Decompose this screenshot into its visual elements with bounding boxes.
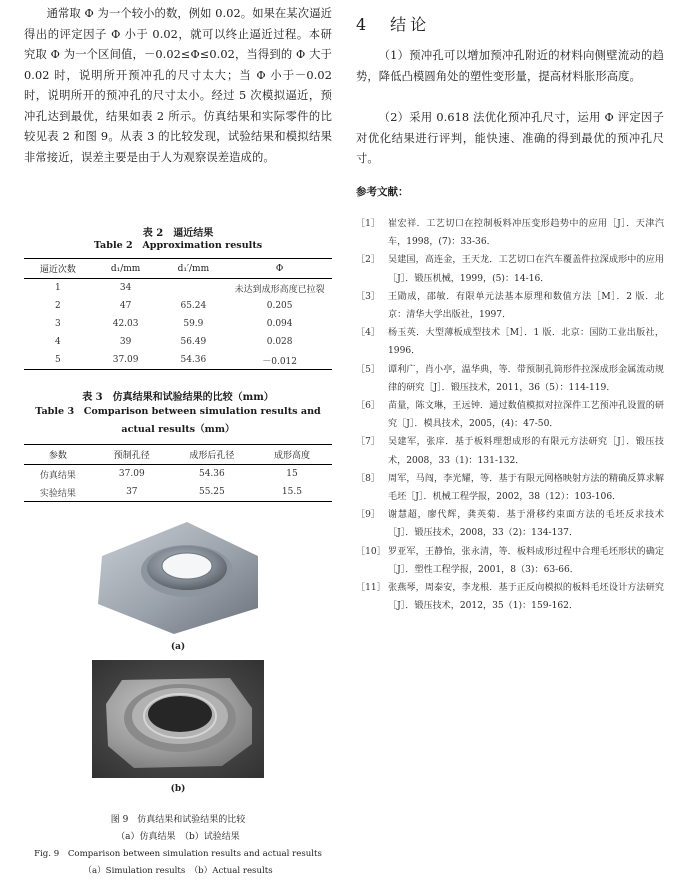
table-header-row xyxy=(24,445,332,465)
figure-9-caption-cn: 图 9 仿真结果和试验结果的比较 xyxy=(110,815,246,825)
table-header-cell: Φ xyxy=(275,263,284,274)
table-2 xyxy=(24,258,332,370)
figure-9-subcaption-en: （a）Simulation results （b）Actual results xyxy=(83,866,273,876)
reference-number: ［5］ xyxy=(356,364,380,375)
reference-number: ［8］ xyxy=(356,473,380,484)
reference-item xyxy=(356,361,664,397)
table-header-cell: 成形后孔径 xyxy=(189,451,235,461)
reference-number: ［7］ xyxy=(356,437,380,448)
reference-text: 谭利广，肖小亭，温华典，等．带预制孔筒形件拉深成形金属流动规律的研究［J］．锻压技术，2011，36（5）：114-119． xyxy=(388,364,664,393)
table-cell: 仿真结果 xyxy=(39,470,76,481)
simulation-part-render xyxy=(92,516,264,636)
references-list xyxy=(356,215,664,615)
table-header-row xyxy=(24,259,332,279)
reference-item xyxy=(356,433,664,469)
reference-number: ［4］ xyxy=(356,328,380,339)
reference-text: 张燕琴，周泰安，李龙根．基于正反向模拟的板料毛坯设计方法研究［J］．锻压技术，2012，35（1)：159-162． xyxy=(388,583,664,612)
table-cell: 59.9 xyxy=(183,319,204,329)
reference-text: 吴建军，张庠．基于板料理想成形的有限元方法研究［J］．锻压技术，2008，33（1)：131-132． xyxy=(388,437,664,466)
table-cell: 37.09 xyxy=(112,355,139,365)
table-row xyxy=(24,279,332,298)
table-cell: 未达到成形高度已拉裂 xyxy=(234,284,325,295)
table-cell: 2 xyxy=(55,301,61,311)
reference-item xyxy=(356,251,664,287)
reference-number: ［2］ xyxy=(356,255,380,266)
reference-text: 周军，马闯，李光耀，等．基于有限元网格映射方法的精确反算求解毛坯［J］．机械工程学报，2002，38（12）：103-106． xyxy=(388,473,664,503)
table-cell: 39 xyxy=(119,337,132,347)
table-header-cell: 预制孔径 xyxy=(113,451,150,461)
table-cell: 0.094 xyxy=(266,319,293,329)
figure-9-caption-en: Fig. 9 Comparison between simulation results and actual results xyxy=(34,849,322,859)
table-cell: 55.25 xyxy=(198,487,225,497)
actual-part-photo xyxy=(92,660,264,778)
table-cell: 47 xyxy=(119,301,132,311)
conclusion-1: （1）预冲孔可以增加预冲孔附近的材料向侧壁流动的趋势，降低凸模圆角处的塑性变形量，提高材料胀形高度。 xyxy=(356,49,664,83)
reference-number: ［9］ xyxy=(356,510,380,521)
reference-number: ［6］ xyxy=(356,401,380,412)
reference-number: ［3］ xyxy=(356,291,380,302)
reference-item xyxy=(356,288,664,324)
figure-9a-simulation-image xyxy=(92,516,264,636)
table-cell: 4 xyxy=(55,337,61,347)
reference-text: 谢慧超，廖代辉，龚英菊．基于滑移约束面方法的毛坯反求技术［J］．锻压技术，2008，33（2)：134-137． xyxy=(388,510,664,539)
table-cell: 54.36 xyxy=(198,469,225,479)
conclusion-2: （2）采用 0.618 法优化预冲孔尺寸，运用 Φ 评定因子对优化结果进行评判，能快速、准确的得到最优的预冲孔尺寸。 xyxy=(356,111,664,165)
table-row xyxy=(24,297,332,315)
table-cell: 56.49 xyxy=(180,337,207,347)
table-cell: －0.012 xyxy=(262,356,297,367)
table-row xyxy=(24,351,332,370)
reference-text: 罗亚军，王静怡，张永清，等．板料成形过程中合理毛坯形状的确定［J］．塑性工程学报，2001，8（3)：63-66． xyxy=(388,546,664,575)
table-cell: 34 xyxy=(119,283,132,293)
table-row xyxy=(24,465,332,484)
reference-text: 苗量，陈文琳，王远钟．通过数值模拟对拉深件工艺预冲孔设置的研究［J］．模具技术，2005，(4)：47-50． xyxy=(388,401,664,430)
reference-text: 崔宏祥．工艺切口在控制板料冲压变形趋势中的应用［J］．天津汽车，1998，(7)：33-36． xyxy=(388,219,664,248)
table-row xyxy=(24,315,332,333)
table-cell: 实验结果 xyxy=(39,488,76,499)
table-cell: 65.24 xyxy=(180,301,207,311)
reference-item xyxy=(356,579,664,615)
table3-caption-en-line1: Table 3 Comparison between simulation results and xyxy=(35,406,321,417)
reference-text: 杨玉英．大型薄板成型技术［M］．1 版．北京：国防工业出版社，1996． xyxy=(388,328,664,357)
table-row xyxy=(24,483,332,502)
table-cell: 0.205 xyxy=(266,301,293,311)
section-title: 4 结论 xyxy=(356,15,431,34)
table-3 xyxy=(24,444,332,502)
table-cell: 5 xyxy=(55,355,61,365)
table-cell: 0.028 xyxy=(266,337,293,347)
reference-number: ［10］ xyxy=(356,546,386,557)
table-header-cell: 成形高度 xyxy=(273,451,310,461)
references-title: 参考文献： xyxy=(356,186,409,198)
table-cell: 3 xyxy=(55,319,61,329)
table3-caption-cn: 表 3 仿真结果和试验结果的比较（mm） xyxy=(82,392,274,403)
table-cell xyxy=(160,279,228,298)
table-cell: 42.03 xyxy=(112,319,139,329)
reference-item xyxy=(356,397,664,433)
table-cell: 15.5 xyxy=(281,487,302,497)
reference-item xyxy=(356,215,664,251)
reference-number: ［1］ xyxy=(356,219,380,229)
table-row xyxy=(24,333,332,351)
table-header-cell: d₁′/mm xyxy=(177,263,210,274)
reference-item xyxy=(356,470,664,506)
reference-number: ［11］ xyxy=(356,583,386,594)
table-cell: 54.36 xyxy=(180,355,207,365)
reference-item xyxy=(356,506,664,542)
figure-9b-label: (b) xyxy=(170,784,186,794)
reference-text: 王勖成，邵敏．有限单元法基本原理和数值方法［M］．2 版．北京：清华大学出版社，1997． xyxy=(388,291,664,321)
table-header-cell: 参数 xyxy=(48,451,67,461)
table2-caption-en: Table 2 Approximation results xyxy=(93,240,263,251)
table2-caption-cn: 表 2 逼近结果 xyxy=(142,228,214,239)
figure-9a-label: (a) xyxy=(170,642,186,652)
intro-paragraph: 通常取 Φ 为一个较小的数，例如 0.02。如果在某次逼近得出的评定因子 Φ 小于 0.02，就可以终止逼近过程。本研究取 Φ 为一个区间值，－0.02≤Φ≤0.02，当得到的 Φ 大于 0.02 时，说明所开预冲孔的尺寸太大；当 Φ 小于－0.02 时，说明所开的预冲孔的尺寸太小。经过 5 次模拟逼近，预冲孔达到最优，结果如表 2 所示。仿真结果和实际零件的比较见表 2 和图 9。从表 3 的比较发现，试验结果和模拟结果非常接近，误差主要是由于人为观察误差造成的。 xyxy=(24,7,332,164)
reference-text: 吴建国，高连金，王天龙．工艺切口在汽车覆盖件拉深成形中的应用［J］．锻压机械，1999，(5)：14-16． xyxy=(388,255,664,284)
table-cell: 1 xyxy=(55,283,61,293)
reference-item xyxy=(356,324,664,360)
table-cell: 15 xyxy=(286,469,298,479)
table-cell: 37 xyxy=(126,487,138,497)
table-header-cell: 逼近次数 xyxy=(39,265,76,275)
table-cell: 37.09 xyxy=(118,469,145,479)
table-header-cell: d₁/mm xyxy=(110,263,141,274)
figure-9b-actual-image xyxy=(92,660,264,778)
figure-9-subcaption-cn: （a）仿真结果 （b）试验结果 xyxy=(116,832,240,842)
table3-caption-en-line2: actual results（mm） xyxy=(121,424,235,435)
reference-item xyxy=(356,543,664,579)
